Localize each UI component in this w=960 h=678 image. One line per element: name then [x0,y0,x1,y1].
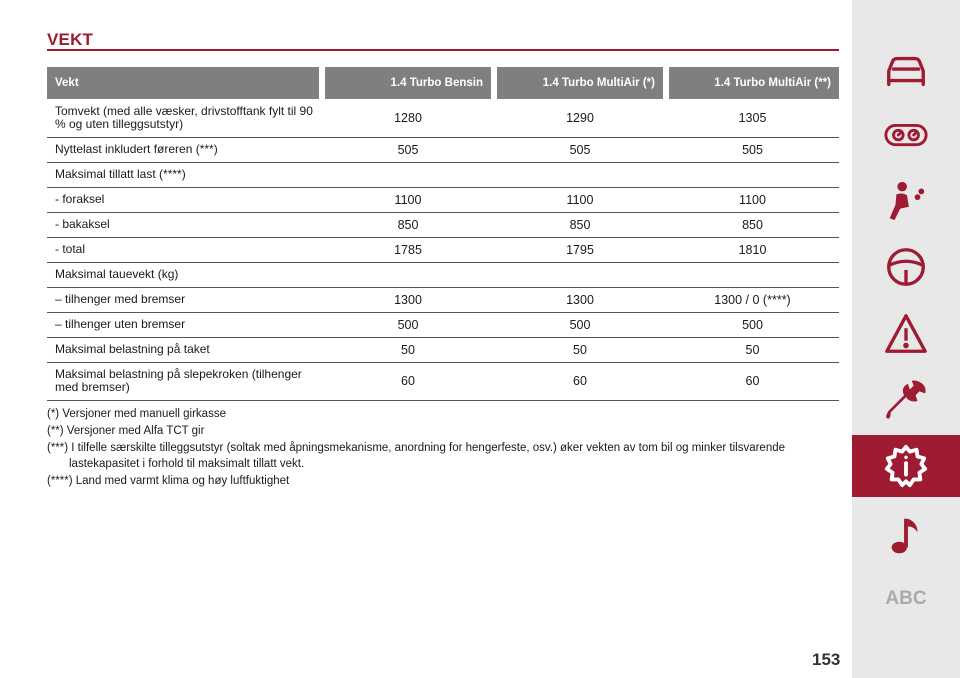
cell-value [666,162,839,187]
table-row [47,162,839,187]
cell-value: 505 [666,137,839,162]
row-label: - total [47,237,322,262]
cell-value: 505 [494,137,666,162]
cell-value: 50 [666,337,839,362]
table-row [47,187,839,212]
cell-value: 60 [494,362,666,400]
cell-value: 505 [322,137,494,162]
abc-index-icon[interactable] [852,568,960,630]
page-title: VEKT [47,30,94,49]
table-row [47,237,839,262]
table-row [47,99,839,137]
table-row [47,287,839,312]
cell-value [494,262,666,287]
table-header-row [47,67,839,99]
dashboard-gauges-icon[interactable] [852,105,960,167]
page-number: 153 [812,650,841,669]
cell-value: 500 [666,312,839,337]
footnote-continuation: lastekapasitet i forhold til maksimalt tillatt vekt. [69,458,305,470]
footnotes [47,406,839,490]
row-label: Maksimal tauevekt (kg) [47,262,322,287]
cell-value: 1100 [322,187,494,212]
seatbelt-passenger-icon[interactable] [852,170,960,232]
cell-value [322,262,494,287]
footnote: (****) Land med varmt klima og høy luftfuktighet [47,475,290,487]
warning-triangle-icon[interactable] [852,303,960,365]
cell-value: 850 [494,212,666,237]
cell-value: 1300 [494,287,666,312]
row-label: Maksimal belastning på taket [47,337,322,362]
cell-value: 60 [666,362,839,400]
abc-label: ABC [885,588,927,609]
cell-value: 1810 [666,237,839,262]
cell-value: 50 [494,337,666,362]
row-label: – tilhenger med bremser [47,287,322,312]
header-multiair-manual: 1.4 Turbo MultiAir (*) [494,67,666,99]
title-divider [47,49,839,51]
header-multiair-tct: 1.4 Turbo MultiAir (**) [666,67,839,99]
row-label: – tilhenger uten bremser [47,312,322,337]
wrench-icon[interactable] [852,370,960,432]
row-label: - bakaksel [47,212,322,237]
table-row [47,262,839,287]
cell-value: 1785 [322,237,494,262]
info-gear-icon[interactable] [852,435,960,497]
weight-spec-table [47,67,839,401]
header-weight: Vekt [47,67,322,99]
cell-value: 1300 [322,287,494,312]
cell-value [494,162,666,187]
cell-value: 500 [322,312,494,337]
cell-value: 1280 [322,99,494,137]
row-label: Nyttelast inkludert føreren (***) [47,137,322,162]
table-row [47,312,839,337]
cell-value: 1305 [666,99,839,137]
steering-wheel-icon[interactable] [852,236,960,298]
header-turbo-bensin: 1.4 Turbo Bensin [322,67,494,99]
cell-value: 1100 [494,187,666,212]
cell-value: 1795 [494,237,666,262]
cell-value: 850 [322,212,494,237]
row-label: - foraksel [47,187,322,212]
chapter-sidebar [852,0,960,678]
cell-value: 60 [322,362,494,400]
footnote: (***) I tilfelle særskilte tilleggsutstyr (soltak med åpningsmekanisme, anordning for hengerfeste, osv.) øker vekten av tom bil og minker tilsvarende [47,442,786,454]
table-row [47,337,839,362]
cell-value: 1100 [666,187,839,212]
cell-value: 1300 / 0 (****) [666,287,839,312]
footnote: (**) Versjoner med Alfa TCT gir [47,425,205,437]
cell-value: 500 [494,312,666,337]
row-label: Tomvekt (med alle væsker, drivstofftank fylt til 90 % og uten tilleggsutstyr) [47,99,322,137]
cell-value: 850 [666,212,839,237]
table-row [47,212,839,237]
car-icon[interactable] [852,40,960,102]
cell-value [322,162,494,187]
music-note-icon[interactable] [852,505,960,567]
row-label: Maksimal belastning på slepekroken (tilhenger med bremser) [47,362,322,400]
table-row [47,362,839,400]
cell-value: 1290 [494,99,666,137]
cell-value [666,262,839,287]
row-label: Maksimal tillatt last (****) [47,162,322,187]
footnote: (*) Versjoner med manuell girkasse [47,408,226,420]
table-row [47,137,839,162]
cell-value: 50 [322,337,494,362]
